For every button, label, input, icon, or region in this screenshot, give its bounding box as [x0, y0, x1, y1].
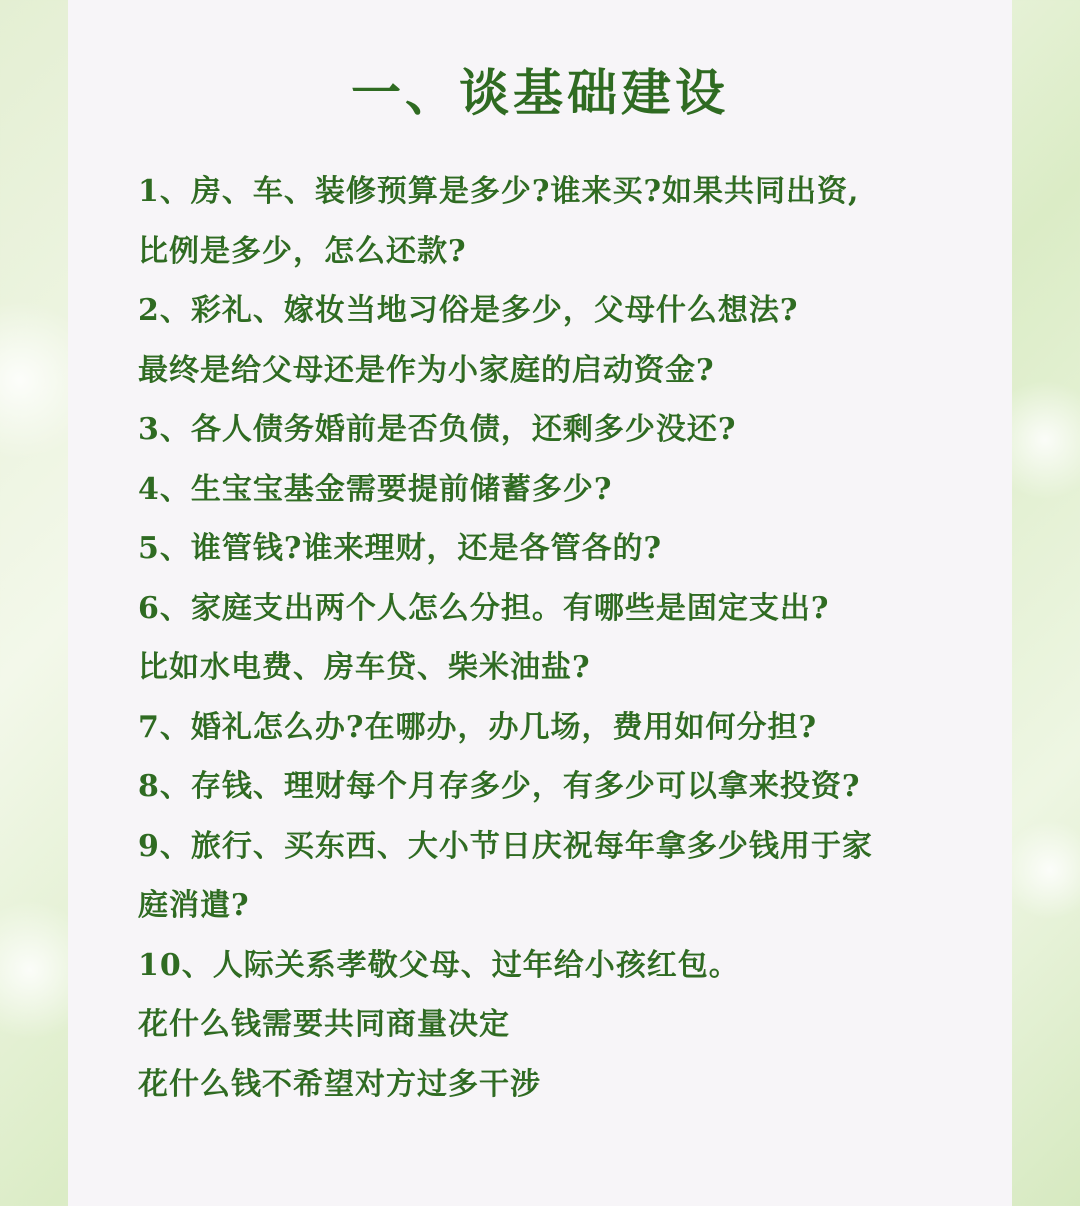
text-line: 最终是给父母还是作为小家庭的启动资金? [138, 352, 715, 388]
text-line: 3、各人债务婚前是否负债，还剩多少没还? [138, 412, 737, 447]
question-list [138, 162, 938, 1114]
text-line: 2、彩礼、嫁妆当地习俗是多少，父母什么想法? [138, 293, 799, 328]
text-line: 比例是多少，怎么还款? [138, 233, 467, 269]
text-line: 8、存钱、理财每个月存多少，有多少可以拿来投资? [138, 769, 861, 804]
text-line: 9、旅行、买东西、大小节日庆祝每年拿多少钱用于家 [138, 828, 873, 864]
background-glow [1000, 820, 1080, 920]
text-line: 7、婚礼怎么办?在哪办，办几场，费用如何分担? [138, 709, 818, 745]
text-line: 庭消遣? [138, 888, 250, 923]
text-line: 比如水电费、房车贷、柴米油盐? [138, 650, 591, 685]
text-line: 花什么钱不希望对方过多干涉 [138, 1066, 541, 1102]
text-line: 6、家庭支出两个人怎么分担。有哪些是固定支出? [138, 590, 830, 626]
text-line: 1、房、车、装修预算是多少?谁来买?如果共同出资, [138, 174, 860, 209]
text-line: 4、生宝宝基金需要提前储蓄多少? [138, 471, 613, 507]
page-title: 一、谈基础建设 [351, 63, 729, 122]
content-card [68, 0, 1012, 1206]
text-line: 花什么钱需要共同商量决定 [138, 1007, 510, 1042]
text-line: 10、人际关系孝敬父母、过年给小孩红包。 [138, 947, 740, 983]
text-line: 5、谁管钱?谁来理财，还是各管各的? [138, 531, 663, 566]
